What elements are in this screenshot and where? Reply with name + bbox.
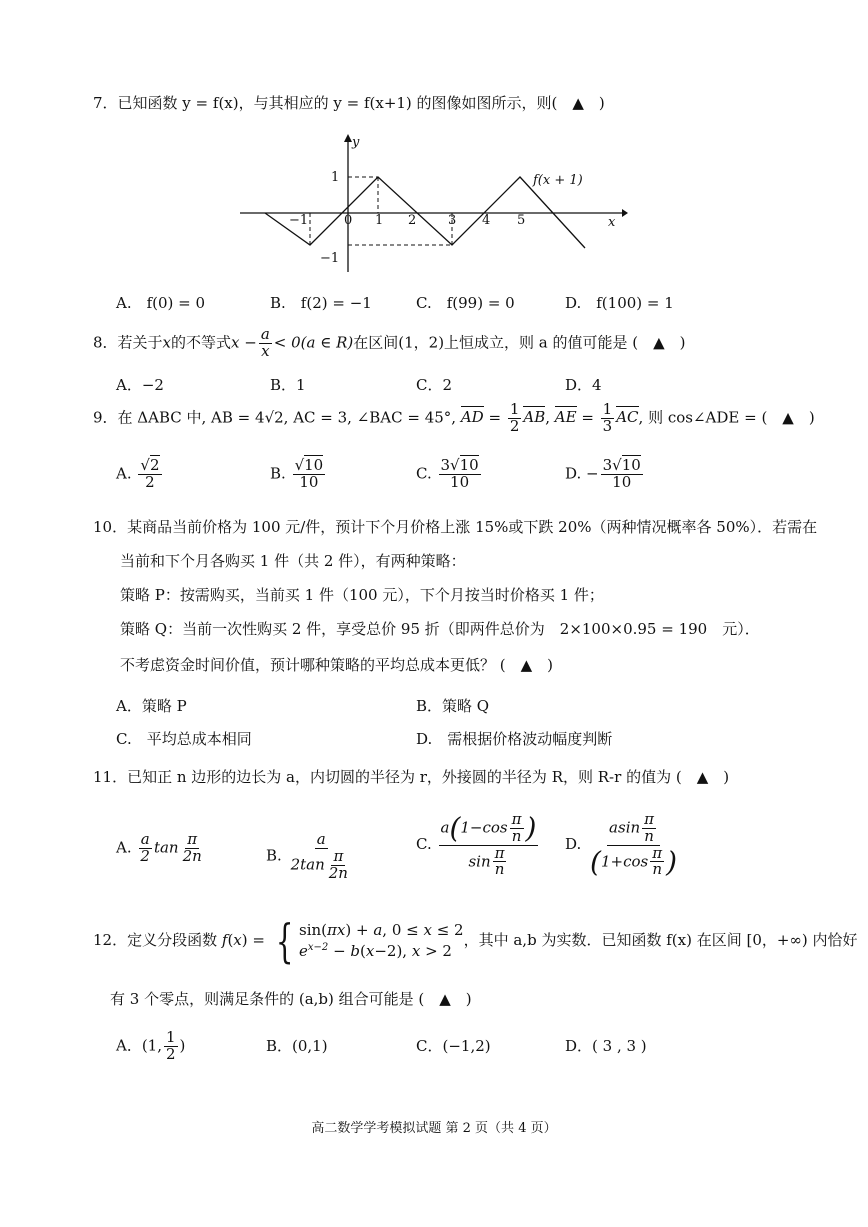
q10-line3: 策略 P：按需购买，当前买 1 件（100 元），下个月按当时价格买 1 件； (120, 586, 604, 604)
q12-stem: 12．定义分段函数 f(x) = { sin(πx) + a, 0 ≤ x ≤ 2 $e^{x-2} - b(x-2)$, x > 2 ，其中 a,b 为实数．已知函数 f(x) 在区间 [0，+∞) 内恰好 (93, 914, 858, 968)
q7-option-b: B. f(2) = −1 (270, 294, 372, 312)
page-footer: 高二数学学考模拟试题 第 2 页（共 4 页） (311, 1121, 557, 1136)
x-tick-5: 5 (517, 213, 526, 228)
q10-option-c: C. 平均总成本相同 (116, 730, 252, 748)
q11-option-d: D. asin $\frac{\pi}{n}$ (1+cos $\frac{\pi}{n}$ ) (565, 810, 678, 879)
x-tick-4: 4 (482, 213, 491, 228)
x-tick-1: 1 (375, 213, 384, 228)
x-tick-3: 3 (448, 213, 457, 228)
q9-stem-a: 9．在 ΔABC 中, AB = 4√2, AC = 3, ∠BAC = 45°, (93, 408, 457, 427)
q9-option-a: A. $\frac{√2}{2}$ (116, 456, 160, 491)
q8-stem: 8．若关于x的不等式x − $\frac{a}{x}$ < 0(a ∈ R)在区间(1，2)上恒成立，则 a 的值可能是 ( ▲ ) (93, 325, 686, 360)
q12-option-c: C．(−1,2) (416, 1037, 491, 1055)
q11-option-a: A. $\frac{a}{2}$ tan $\frac{\pi}{2n}$ (116, 830, 202, 865)
q12-pre: 12．定义分段函数 (93, 931, 218, 949)
q8-var-x: x (162, 333, 172, 352)
curve-label: f(x + 1) (533, 173, 583, 188)
q8-option-a: A．−2 (116, 376, 164, 394)
q10-line5: 不考虑资金时间价值，预计哪种策略的平均总成本更低？ ( ▲ ) (120, 656, 554, 674)
q8-post: 在区间(1，2)上恒成立，则 a 的值可能是 ( ▲ ) (353, 333, 686, 352)
q12-option-b: B．(0,1) (266, 1037, 328, 1055)
q8-mid: 的不等式 (171, 333, 232, 352)
y-tick-neg1: −1 (320, 251, 340, 266)
q9-stem-b: , 则 cos∠ADE = ( ▲ ) (638, 408, 815, 427)
q10-line2: 当前和下个月各购买 1 件（共 2 件），有两种策略： (120, 552, 466, 570)
q7-option-c: C. f(99) = 0 (416, 294, 515, 312)
x-tick-neg1: −1 (289, 213, 309, 228)
q10-line4: 策略 Q：当前一次性购买 2 件，享受总价 95 折（即两件总价为 2×100×0.95 = 190 元）． (120, 620, 760, 638)
q12-line2: 有 3 个零点，则满足条件的 (a,b) 组合可能是 ( ▲ ) (110, 990, 472, 1008)
q7-option-a: A. f(0) = 0 (116, 294, 206, 312)
q10-line1: 10．某商品当前价格为 100 元/件，预计下个月价格上涨 15%或下跌 20%（两种情况概率各 50%）．若需在 (93, 518, 818, 536)
q8-option-d: D．4 (565, 376, 602, 394)
q12-post: ，其中 a,b 为实数．已知函数 f(x) 在区间 [0，+∞) 内恰好 (463, 931, 858, 949)
q7-graph (230, 130, 630, 275)
q9-stem: 9．在 ΔABC 中, AB = 4√2, AC = 3, ∠BAC = 45°, AD = $\frac{1}{2}$ AB, AE = $\frac{1}{3}$ AC, 则 cos∠ADE = ( ▲ ) (93, 400, 815, 435)
x-tick-2: 2 (408, 213, 417, 228)
q11-stem: 11．已知正 n 边形的边长为 a，内切圆的半径为 r，外接圆的半径为 R，则 R-r 的值为 ( ▲ ) (93, 768, 730, 786)
q8-option-c: C．2 (416, 376, 453, 394)
origin-label: 0 (344, 213, 353, 228)
q12-option-a: A．(1, $\frac{1}{2}$ ) (116, 1028, 186, 1063)
q7-option-d: D. f(100) = 1 (565, 294, 674, 312)
q8-pre: 8．若关于 (93, 333, 163, 352)
q11-option-b: B. a 2tan $\frac{\pi}{2n}$ (266, 830, 348, 882)
x-axis-label: x (608, 215, 616, 230)
q9-option-b: B. $\frac{√10}{10}$ (270, 456, 324, 491)
q11-option-c: C. a(1−cos $\frac{\pi}{n}$ ) sin $\frac{\pi}{n}$ (416, 810, 537, 879)
q10-option-d: D. 需根据价格波动幅度判断 (416, 730, 613, 748)
q10-option-a: A．策略 P (116, 697, 187, 715)
q9-option-d: D. − $\frac{3√10}{10}$ (565, 456, 641, 491)
q12-option-d: D．( 3 , 3 ) (565, 1037, 647, 1055)
q8-option-b: B．1 (270, 376, 306, 394)
q10-option-b: B．策略 Q (416, 697, 490, 715)
y-axis-label: y (352, 135, 360, 150)
q8-ineq: < 0(a ∈ R) (273, 333, 354, 352)
q7-stem: 7．已知函数 y = f(x)，与其相应的 y = f(x+1) 的图像如图所示，则( ▲ ) (93, 94, 605, 112)
q9-option-c: C. $\frac{3√10}{10}$ (416, 456, 479, 491)
y-tick-1: 1 (331, 170, 340, 185)
